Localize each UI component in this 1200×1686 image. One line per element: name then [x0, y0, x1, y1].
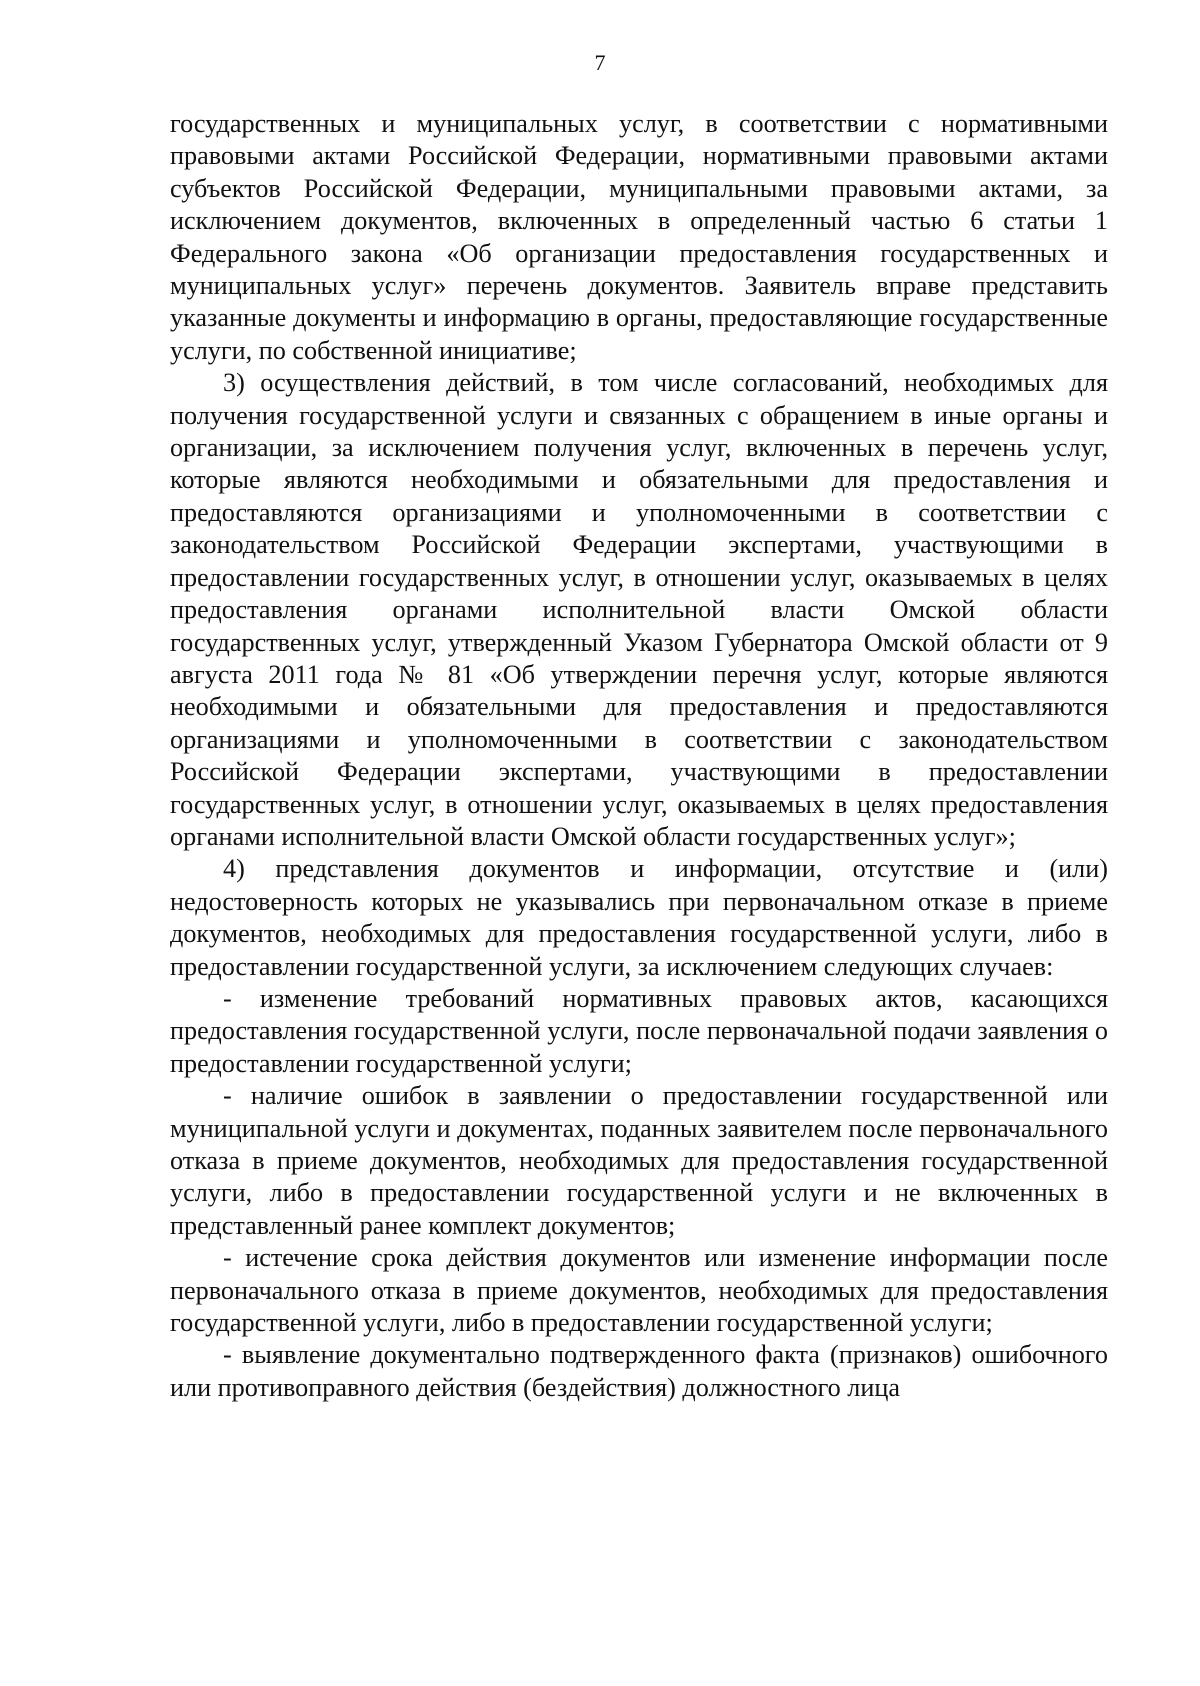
list-item-requirements-change: - изменение требований нормативных правовых актов, касающихся предоставления государственной услуги, после первоначальной подачи заявления о предоставлении государственной услуги;: [170, 983, 1108, 1078]
list-item-errors-in-application: - наличие ошибок в заявлении о предоставлении государственной или муниципальной услуги и документах, поданных заявителем после первоначального отказа в приеме документов, необходимых для предоставления государственной услуги, либо в предоставлении государственной услуги и не включенных в представленный ранее комплект документов;: [170, 1081, 1108, 1240]
paragraph-continuation: государственных и муниципальных услуг, в соответствии с нормативными правовыми актами Российской Федерации, нормативными правовыми актами субъектов Российской Федерации, муниципальными правовыми актами, за исключением документов, включенных в определенный частью 6 статьи 1 Федерального закона «Об организации предоставления государственных и муниципальных услуг» перечень документов. Заявитель вправе представить указанные документы и информацию в органы, предоставляющие государственные услуги, по собственной инициативе;: [170, 109, 1108, 365]
paragraph-item-4: 4) представления документов и информации, отсутствие и (или) недостоверность которых не указывались при первоначальном отказе в приеме документов, необходимых для предоставления государственной услуги, либо в предоставлении государственной услуги, за исключением следующих случаев:: [170, 854, 1108, 981]
page-number: 7: [594, 50, 606, 75]
document-body: [170, 108, 1108, 1404]
paragraph-item-3: 3) осуществления действий, в том числе согласований, необходимых для получения государственной услуги и связанных с обращением в иные органы и организации, за исключением получения услуг, включенных в перечень услуг, которые являются необходимыми и обязательными для предоставления и предоставляются организациями и уполномоченными в соответствии с законодательством Российской Федерации экспертами, участвующими в предоставлении государственных услуг, в отношении услуг, оказываемых в целях предоставления органами исполнительной власти Омской области государственных услуг, утвержденный Указом Губернатора Омской области от 9 августа 2011 года № 81 «Об утверждении перечня услуг, которые являются необходимыми и обязательными для предоставления и предоставляются организациями и уполномоченными в соответствии с законодательством Российской Федерации экспертами, участвующими в предоставлении государственных услуг, в отношении услуг, оказываемых в целях предоставления органами исполнительной власти Омской области государственных услуг»;: [170, 368, 1108, 851]
list-item-erroneous-action: - выявление документально подтвержденного факта (признаков) ошибочного или противоправного действия (бездействия) должностного лица: [170, 1340, 1108, 1402]
list-item-document-expiry: - истечение срока действия документов или изменение информации после первоначального отказа в приеме документов, необходимых для предоставления государственной услуги, либо в предоставлении государственной услуги;: [170, 1243, 1108, 1338]
